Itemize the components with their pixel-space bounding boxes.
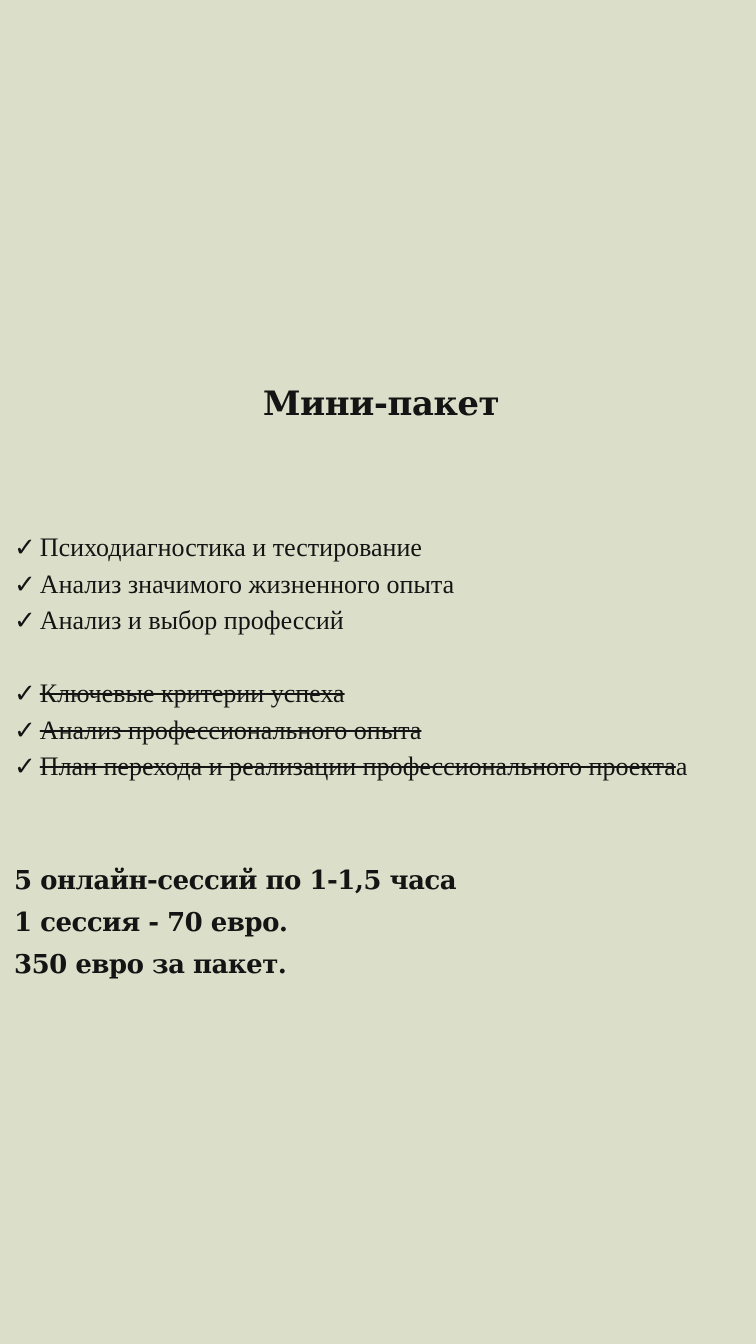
list-item — [14, 530, 734, 567]
list-item-label: Психодиагностика и тестирование — [39, 533, 422, 562]
check-icon: ✓ — [14, 606, 36, 635]
list-item-excluded — [14, 749, 734, 786]
sessions-info: 5 онлайн-сессий по 1-1,5 часа — [14, 866, 457, 896]
package-price: 350 евро за пакет. — [14, 950, 287, 980]
check-icon: ✓ — [14, 715, 36, 745]
page-title: Мини-пакет — [262, 384, 500, 424]
list-item-excluded — [14, 713, 734, 750]
check-icon: ✓ — [14, 533, 36, 562]
session-price: 1 сессия - 70 евро. — [14, 908, 288, 938]
check-icon: ✓ — [14, 569, 36, 599]
list-item-excluded — [14, 676, 734, 713]
check-icon: ✓ — [14, 679, 36, 708]
list-item-label-tail: а — [675, 752, 688, 781]
list-item-label-struck: План перехода и реализации профессионального проекта — [39, 752, 676, 781]
list-item — [14, 603, 734, 640]
list-item-label: Анализ значимого жизненного опыта — [39, 569, 455, 599]
list-item-label-struck: Ключевые критерии успеха — [39, 679, 345, 708]
list-item — [14, 567, 734, 604]
pricing-block — [14, 860, 734, 986]
feature-list — [14, 530, 734, 786]
list-item-label: Анализ и выбор профессий — [39, 606, 344, 635]
check-icon: ✓ — [14, 752, 36, 781]
list-item-label-struck: Анализ профессионального опыта — [39, 715, 422, 745]
